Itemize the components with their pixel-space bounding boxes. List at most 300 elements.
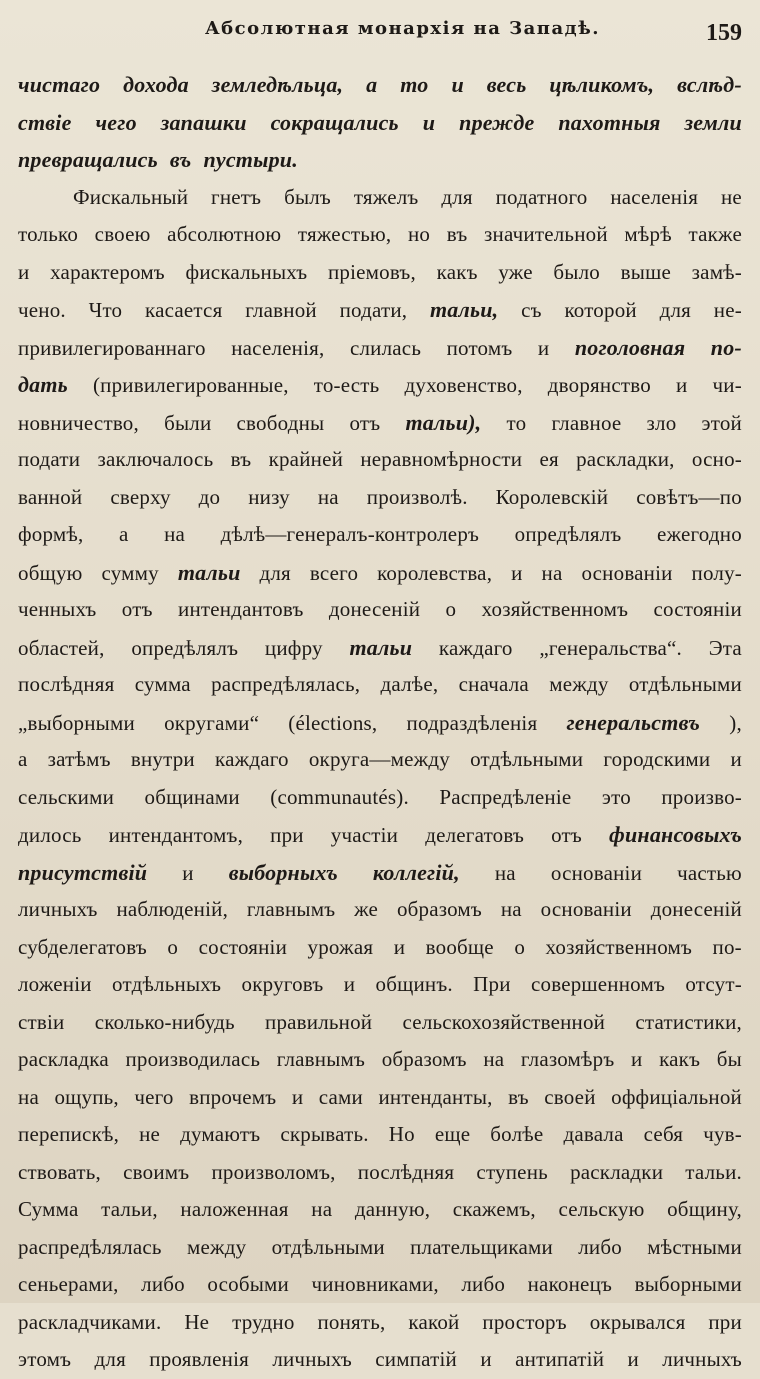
italic-word: коллегій, <box>372 859 460 885</box>
text-line <box>18 479 742 517</box>
word: податного <box>495 184 588 209</box>
text-line <box>18 666 742 704</box>
word: думаютъ <box>180 1122 261 1146</box>
text-line <box>18 366 742 404</box>
word: вообще <box>425 934 494 959</box>
word: былъ <box>284 184 331 209</box>
word: личныхъ <box>662 1347 742 1371</box>
text-line <box>18 779 742 817</box>
word: ежегодно <box>657 522 742 546</box>
word: полу- <box>691 560 742 585</box>
italic-word: тальи), <box>405 409 482 435</box>
word: о <box>167 934 179 959</box>
word: подати, <box>339 298 408 322</box>
word: крайней <box>268 447 344 471</box>
word: просторъ <box>482 1309 567 1334</box>
word: сами <box>318 1084 363 1109</box>
text-line <box>18 554 742 592</box>
word: главнымъ <box>276 1047 366 1071</box>
italic-word: тальи <box>177 559 241 585</box>
word: осно- <box>691 447 742 471</box>
word: на <box>541 560 563 585</box>
word: каждаго <box>215 747 289 771</box>
word: главное <box>551 410 622 435</box>
word: либо <box>141 1272 185 1296</box>
word: и <box>730 747 742 771</box>
word: интендантовъ <box>178 597 304 621</box>
word: неравномѣрности <box>360 447 523 471</box>
word: „генеральства“. <box>539 635 682 660</box>
word: каждаго <box>438 635 513 660</box>
text-line <box>18 704 742 742</box>
word: формѣ, <box>18 522 84 546</box>
word: и <box>343 972 356 996</box>
word: были <box>164 410 212 435</box>
text-line <box>18 1304 742 1342</box>
word: подати <box>18 447 81 471</box>
word: сколько-нибудь <box>94 1009 235 1034</box>
word: послѣдняя <box>357 1159 455 1184</box>
word: пріемовъ, <box>327 259 416 284</box>
word: то <box>506 410 527 435</box>
italic-word: чего <box>95 109 137 135</box>
word: себя <box>643 1122 684 1146</box>
word: давала <box>563 1122 624 1146</box>
word: и <box>393 934 406 959</box>
text-line <box>18 404 742 442</box>
word: не <box>720 184 742 209</box>
italic-word: вслѣд- <box>677 72 742 97</box>
word: областей, <box>18 635 105 660</box>
word: образомъ <box>396 897 482 921</box>
word: скрывать. <box>280 1122 369 1146</box>
word: на <box>311 1197 333 1221</box>
word: а <box>18 747 28 771</box>
italic-word: по- <box>710 334 742 360</box>
word: до <box>198 484 221 509</box>
word: раскладка <box>18 1047 109 1071</box>
word: либо <box>578 1234 622 1259</box>
word: сумма <box>134 672 191 696</box>
word: послѣдняя <box>18 672 115 696</box>
word: Что <box>88 298 123 322</box>
word: образомъ <box>381 1047 467 1071</box>
word: не <box>139 1122 161 1146</box>
text-line <box>18 329 742 367</box>
italic-word: генеральствъ <box>566 709 701 735</box>
word: болѣе <box>490 1122 544 1146</box>
word: выборными <box>634 1272 742 1296</box>
word: хозяйственномъ <box>545 934 693 959</box>
italic-word: дать <box>18 372 68 397</box>
word: еще <box>434 1122 471 1146</box>
word: симпатій <box>375 1347 457 1371</box>
word: ствовать, <box>18 1159 101 1184</box>
word: отдѣльными <box>628 672 742 696</box>
word: произволѣ. <box>366 484 468 509</box>
word: значительной <box>484 222 608 246</box>
word: Сумма <box>18 1197 79 1221</box>
word: глазомѣръ <box>520 1047 615 1071</box>
text-line <box>18 254 742 292</box>
italic-word: земледѣльца, <box>211 72 344 97</box>
word: оффиціальной <box>611 1084 742 1109</box>
word: привилегированнаго <box>18 335 206 360</box>
text-line <box>18 66 742 104</box>
text-line <box>18 516 742 554</box>
word: правильной <box>265 1009 373 1034</box>
word: „выборными <box>18 710 135 735</box>
word: округовъ <box>241 972 324 996</box>
word: общину, <box>667 1197 742 1221</box>
word: состояніи <box>653 597 742 621</box>
italic-word: земли <box>684 109 742 135</box>
word: чего <box>134 1084 174 1109</box>
text-line <box>18 816 742 854</box>
word: распредѣлялась, <box>211 672 361 696</box>
italic-word: въ <box>169 147 192 172</box>
word: сельскую <box>558 1197 645 1221</box>
italic-word: пахотныя <box>558 109 661 135</box>
word: бы <box>716 1047 742 1071</box>
word: производилась <box>125 1047 261 1071</box>
word: субделегатовъ <box>18 934 147 959</box>
word: округами“ <box>164 710 260 735</box>
text-line <box>18 104 742 142</box>
italic-word: сокращались <box>270 109 399 135</box>
word: при <box>270 823 304 847</box>
word: мѣрѣ <box>624 222 672 246</box>
text-line <box>18 741 742 779</box>
italic-word: а <box>366 72 378 97</box>
text-line <box>18 629 742 667</box>
word: отдѣльными <box>470 747 584 771</box>
word: ванной <box>18 484 83 509</box>
text-line <box>18 216 742 254</box>
word: распредѣлялась <box>18 1234 162 1259</box>
word: раскладки, <box>576 447 675 471</box>
text-line <box>18 441 742 479</box>
word: отдѣльными <box>271 1234 385 1259</box>
word: Королевскій <box>495 484 609 509</box>
word: антипатій <box>515 1347 605 1371</box>
word: и <box>676 373 688 397</box>
word: было <box>553 259 600 284</box>
italic-word: и <box>422 109 436 135</box>
text-line <box>18 1266 742 1304</box>
word: населенія, <box>231 335 325 360</box>
word: данную, <box>354 1197 431 1221</box>
word: отъ <box>349 410 381 435</box>
word: общинъ. <box>375 972 453 996</box>
word: съ <box>521 298 542 322</box>
word: но <box>407 222 431 246</box>
word: ), <box>729 710 742 735</box>
italic-word: ствіе <box>18 109 72 135</box>
word: внутри <box>130 747 195 771</box>
word: отъ <box>121 597 153 621</box>
word: на <box>494 860 516 885</box>
word: королевства, <box>377 560 493 585</box>
word: для <box>659 298 692 322</box>
word: сверху <box>110 484 171 509</box>
word: ствіи <box>18 1009 65 1034</box>
text-line <box>18 141 742 179</box>
word: уже <box>498 259 533 284</box>
italic-word: тальи, <box>429 297 499 322</box>
italic-word: прежде <box>459 109 535 135</box>
word: дилось <box>18 823 82 847</box>
word: тяжестью, <box>297 222 392 246</box>
word: Но <box>388 1122 415 1146</box>
italic-word: и <box>451 72 464 97</box>
word: для <box>259 560 291 585</box>
italic-word: запашки <box>160 109 247 135</box>
word: При <box>473 972 511 996</box>
word: хозяйственномъ <box>481 597 629 621</box>
word: на <box>317 484 339 509</box>
word: и <box>511 560 523 585</box>
italic-word: присутствій <box>18 859 148 885</box>
word: городскими <box>603 747 711 771</box>
word: и <box>627 1347 639 1371</box>
word: личныхъ <box>272 1347 352 1371</box>
word: Фискальный <box>73 184 189 209</box>
text-line <box>18 1341 742 1379</box>
text-line <box>18 1004 742 1042</box>
word: касается <box>145 298 223 322</box>
word: окрывался <box>589 1309 686 1334</box>
word: и <box>537 335 550 360</box>
word: общую <box>18 560 83 585</box>
text-line <box>18 854 742 892</box>
word: дворянство <box>547 373 651 397</box>
word: Не <box>184 1309 210 1334</box>
word: это <box>601 784 631 809</box>
word: для <box>441 184 473 209</box>
word: какой <box>408 1309 460 1334</box>
italic-word: финансовыхъ <box>609 822 742 847</box>
word: какъ <box>659 1047 701 1071</box>
word: о <box>514 934 526 959</box>
word: интенданты, <box>378 1084 493 1109</box>
word: абсолютною <box>167 222 282 246</box>
italic-word: пустыри. <box>203 147 298 172</box>
word: низу <box>248 484 290 509</box>
word: либо <box>461 1272 506 1296</box>
word: и <box>182 860 194 885</box>
word: свободны <box>236 410 325 435</box>
word: ступень <box>476 1159 548 1184</box>
word: частью <box>677 860 742 885</box>
word: округа—между <box>308 747 450 771</box>
word: Эта <box>708 635 742 660</box>
word: и <box>480 1347 492 1371</box>
word: потомъ <box>446 335 513 360</box>
word: произволомъ, <box>211 1159 336 1184</box>
word: а <box>118 522 129 546</box>
italic-word: дохода <box>123 72 189 97</box>
word: ея <box>539 447 559 471</box>
word: произво- <box>661 784 742 809</box>
word: особыми <box>207 1272 289 1296</box>
word: тальи. <box>685 1159 742 1184</box>
word: сумму <box>101 560 159 585</box>
word: чув- <box>703 1122 742 1146</box>
word: совѣтъ—по <box>636 484 742 509</box>
word: не- <box>713 298 742 322</box>
word: чено. <box>18 298 66 322</box>
word: основаніи <box>550 860 643 885</box>
text-line <box>18 1154 742 1192</box>
word: своимъ <box>123 1159 190 1184</box>
word: основаніи <box>581 560 673 585</box>
word: общинами <box>144 784 240 809</box>
word: главной <box>245 298 317 322</box>
word: личныхъ <box>18 897 98 921</box>
word: между <box>549 672 609 696</box>
word: состояніи <box>198 934 288 959</box>
italic-word: поголовная <box>574 334 686 360</box>
word: при <box>708 1309 742 1334</box>
text-line <box>18 966 742 1004</box>
word: чиновниками, <box>311 1272 439 1296</box>
word: своей <box>544 1084 596 1109</box>
word: же <box>354 897 379 921</box>
word: которой <box>564 298 637 322</box>
word: совершенномъ <box>530 972 666 996</box>
word: заключалось <box>97 447 214 471</box>
word: затѣмъ <box>47 747 111 771</box>
word: этой <box>701 410 742 435</box>
word: сельскохозяйственной <box>402 1009 606 1034</box>
word: на <box>164 522 186 546</box>
word: замѣ- <box>691 259 742 284</box>
body-text <box>18 66 742 1379</box>
word: населенія <box>610 184 699 209</box>
word: въ <box>446 222 468 246</box>
word: характеромъ <box>50 259 165 284</box>
text-line <box>18 1116 742 1154</box>
word: далѣе, <box>380 672 439 696</box>
italic-word: то <box>400 72 429 97</box>
word: ченныхъ <box>18 597 97 621</box>
text-line <box>18 929 742 967</box>
word: духовенство, <box>404 373 523 397</box>
text-line <box>18 891 742 929</box>
word: отсут- <box>685 972 742 996</box>
word: и <box>291 1084 304 1109</box>
word: цифру <box>264 635 323 660</box>
word: дѣлѣ—генералъ-контролеръ <box>220 522 480 546</box>
word: ощупь, <box>54 1084 119 1109</box>
word: также <box>688 222 742 246</box>
word: раскладчиками. <box>18 1309 162 1334</box>
word: сеньерами, <box>18 1272 119 1296</box>
word: этомъ <box>18 1347 72 1371</box>
text-line <box>18 1041 742 1079</box>
text-line <box>18 291 742 329</box>
word: проявленія <box>149 1347 249 1371</box>
text-line <box>18 591 742 629</box>
word: сначала <box>458 672 529 696</box>
word: новничество, <box>18 410 139 435</box>
word: на <box>18 1084 39 1109</box>
word: на <box>483 1047 505 1071</box>
word: (привилегированные, <box>92 373 289 397</box>
word: опредѣлялъ <box>131 635 239 660</box>
word: главнымъ <box>246 897 336 921</box>
word: основаніи <box>540 897 632 921</box>
word: понять, <box>317 1309 386 1334</box>
word: слилась <box>349 335 422 360</box>
word: донесеній <box>328 597 421 621</box>
word: только <box>18 222 79 246</box>
italic-word: цѣликомъ, <box>549 72 655 97</box>
word: гнетъ <box>211 184 262 209</box>
word: трудно <box>232 1309 295 1334</box>
word: раскладки <box>570 1159 664 1184</box>
word: зло <box>646 410 677 435</box>
running-head <box>0 14 760 50</box>
word: сельскими <box>18 784 115 809</box>
word: между <box>186 1234 247 1259</box>
word: (communautés). <box>270 784 409 809</box>
word: и <box>631 1047 643 1071</box>
italic-word: весь <box>486 72 527 97</box>
word: наблюденій, <box>116 897 229 921</box>
word: въ <box>230 447 252 471</box>
word: (élections, <box>288 710 378 735</box>
word: подраздѣленія <box>406 710 538 735</box>
word: всего <box>309 560 359 585</box>
word: въ <box>508 1084 529 1109</box>
word: участіи <box>330 823 399 847</box>
word: наложенная <box>180 1197 289 1221</box>
word: выше <box>620 259 671 284</box>
word: интендантомъ, <box>108 823 244 847</box>
italic-word: тальи <box>349 634 413 660</box>
word: статистики, <box>635 1009 742 1034</box>
text-line <box>18 179 742 217</box>
word: впрочемъ <box>189 1084 277 1109</box>
word: чи- <box>712 373 742 397</box>
word: какъ <box>436 259 478 284</box>
word: опредѣлялъ <box>514 522 622 546</box>
word: плательщиками <box>410 1234 553 1259</box>
word: то-есть <box>313 373 380 397</box>
word: урожая <box>307 934 374 959</box>
word: донесеній <box>650 897 742 921</box>
word: и <box>18 259 30 284</box>
word: для <box>94 1347 126 1371</box>
word: мѣстными <box>647 1234 742 1259</box>
word: своею <box>94 222 151 246</box>
word: по- <box>712 934 742 959</box>
italic-word: выборныхъ <box>228 859 338 885</box>
running-title: Абсолютная монархія на Западѣ. <box>205 18 601 39</box>
word: тальи, <box>101 1197 158 1221</box>
word: о <box>445 597 457 621</box>
italic-word: превращались <box>18 147 158 172</box>
italic-word: чистаго <box>18 72 101 97</box>
word: на <box>500 897 522 921</box>
text-line <box>18 1079 742 1117</box>
word: отдѣльныхъ <box>112 972 222 996</box>
word: тяжелъ <box>353 184 419 209</box>
text-line <box>18 1191 742 1229</box>
word: Распредѣленіе <box>439 784 572 809</box>
